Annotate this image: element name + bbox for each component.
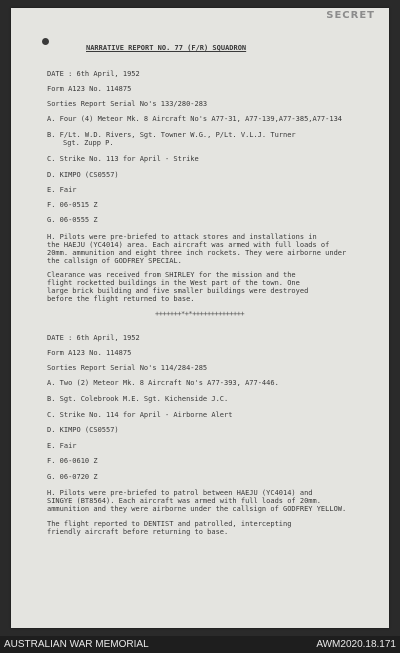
sortie1-item-a: A. Four (4) Meteor Mk. 8 Aircraft No's A77-31, A77-139,A77-385,A77-134: [47, 115, 343, 123]
footer-accession-number: AWM2020.18.171: [316, 639, 396, 650]
footer-institution: AUSTRALIAN WAR MEMORIAL: [4, 639, 149, 650]
sortie1-item-f: F. 06-0515 Z: [47, 201, 98, 209]
sortie2-item-g: G. 06-0720 Z: [47, 473, 98, 481]
sortie1-date: DATE : 6th April, 1952: [47, 70, 140, 78]
sortie2-paragraph-line2: friendly aircraft before returning to base.: [47, 528, 229, 536]
sortie2-form: Form A123 No. 114875: [47, 349, 132, 357]
sortie1-paragraph-line1: Clearance was received from SHIRLEY for the mission and the: [47, 271, 296, 279]
sortie2-item-f: F. 06-0610 Z: [47, 457, 98, 465]
secret-stamp: SECRET: [326, 10, 375, 21]
sortie1-item-g: G. 06-0555 Z: [47, 216, 98, 224]
footer-bar: [0, 636, 400, 653]
sortie1-paragraph-line2: flight rocketted buildings in the West part of the town. One: [47, 279, 300, 287]
section-separator: +++++++*+*++++++++++++++: [155, 310, 245, 318]
sortie2-serial: Sorties Report Serial No's 114/284-285: [47, 364, 208, 372]
sortie2-item-e: E. Fair: [47, 442, 77, 450]
sortie2-item-h-line3: ammunition and they were airborne under the callsign of GODFREY YELLOW.: [47, 505, 347, 513]
sortie2-item-c: C. Strike No. 114 for April - Airborne Alert: [47, 411, 233, 419]
sortie1-item-b: B. F/Lt. W.D. Rivers, Sgt. Towner W.G., P/Lt. V.L.J. Turner: [47, 131, 296, 139]
sortie1-paragraph-line3: large brick building and five smaller buildings were destroyed: [47, 287, 309, 295]
sortie2-item-d: D. KIMPO (CS0557): [47, 426, 119, 434]
sortie2-item-b: B. Sgt. Colebrook M.E. Sgt. Kichenside J.C.: [47, 395, 229, 403]
sortie1-item-h-line4: the callsign of GODFREY SPECIAL.: [47, 257, 182, 265]
sortie1-serial: Sorties Report Serial No's 133/280-283: [47, 100, 208, 108]
sortie1-item-h-line3: 20mm. ammunition and eight three inch rockets. They were airborne under: [47, 249, 347, 257]
report-title: NARRATIVE REPORT NO. 77 (F/R) SQUADRON: [86, 44, 247, 52]
sortie2-date: DATE : 6th April, 1952: [47, 334, 140, 342]
sortie1-item-b-cont: Sgt. Zupp P.: [63, 139, 114, 147]
sortie1-item-h-line2: the HAEJU (YC4014) area. Each aircraft was armed with full loads of: [47, 241, 330, 249]
sortie1-item-h: H. Pilots were pre-briefed to attack stores and installations in: [47, 233, 317, 241]
sortie1-paragraph-line4: before the flight returned to base.: [47, 295, 195, 303]
sortie2-item-h: H. Pilots were pre-briefed to patrol between HAEJU (YC4014) and: [47, 489, 313, 497]
sortie1-form: Form A123 No. 114875: [47, 85, 132, 93]
sortie1-item-e: E. Fair: [47, 186, 77, 194]
sortie1-item-d: D. KIMPO (CS0557): [47, 171, 119, 179]
sortie2-paragraph-line1: The flight reported to DENTIST and patrolled, intercepting: [47, 520, 292, 528]
sortie2-item-a: A. Two (2) Meteor Mk. 8 Aircraft No's A77-393, A77-446.: [47, 379, 279, 387]
sortie1-item-c: C. Strike No. 113 for April - Strike: [47, 155, 199, 163]
document-page: [11, 8, 389, 628]
punch-hole-icon: [42, 38, 49, 45]
sortie2-item-h-line2: SINGYE (BT8564). Each aircraft was armed with full loads of 20mm.: [47, 497, 321, 505]
